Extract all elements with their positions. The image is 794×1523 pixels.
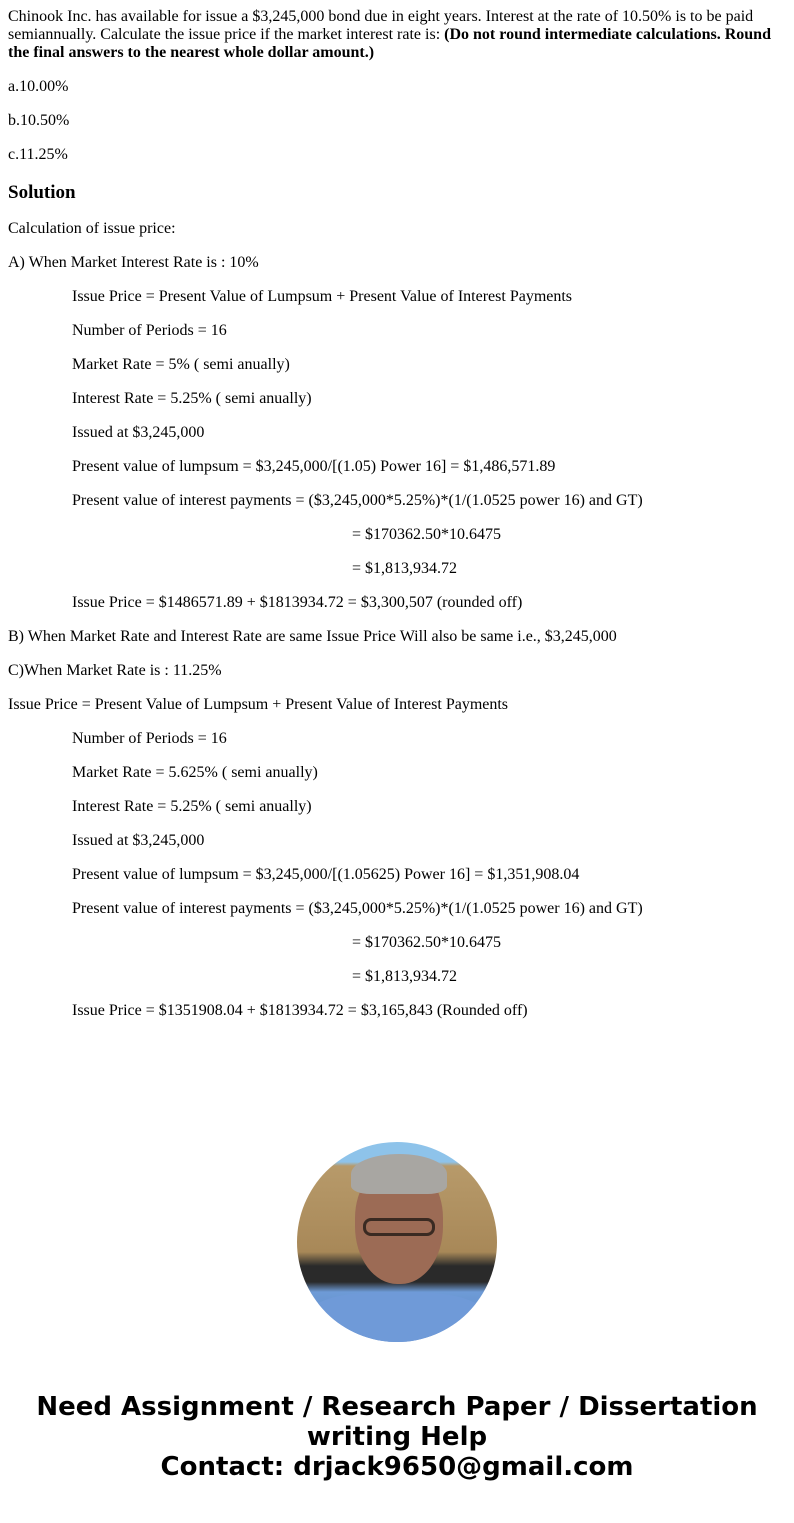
solution-line: = $1,813,934.72 bbox=[352, 560, 458, 577]
solution-line: C)When Market Rate is : 11.25% bbox=[8, 662, 222, 679]
solution-line: Interest Rate = 5.25% ( semi anually) bbox=[72, 390, 312, 407]
solution-line: = $1,813,934.72 bbox=[352, 968, 458, 985]
solution-line: Number of Periods = 16 bbox=[72, 730, 227, 747]
option-b: b.10.50% bbox=[8, 112, 70, 129]
solution-line: Present value of interest payments = ($3,245,000*5.25%)*(1/(1.0525 power 16) and GT) bbox=[72, 492, 643, 509]
solution-line: Issued at $3,245,000 bbox=[72, 832, 205, 849]
avatar-container bbox=[8, 1142, 786, 1342]
solution-line: = $170362.50*10.6475 bbox=[352, 934, 502, 951]
avatar-shirt bbox=[307, 1292, 487, 1342]
solution-line: Issue Price = Present Value of Lumpsum + Present Value of Interest Payments bbox=[72, 288, 573, 305]
solution-line: Present value of lumpsum = $3,245,000/[(1.05625) Power 16] = $1,351,908.04 bbox=[72, 866, 580, 883]
solution-line: Number of Periods = 16 bbox=[72, 322, 227, 339]
contact-footer bbox=[8, 1392, 786, 1482]
solution-line: Market Rate = 5.625% ( semi anually) bbox=[72, 764, 318, 781]
question-instructions: (Do not round intermediate calculations. Round the final answers to the nearest whole dollar amount.) bbox=[8, 26, 771, 61]
solution-line: Present value of interest payments = ($3,245,000*5.25%)*(1/(1.0525 power 16) and GT) bbox=[72, 900, 643, 917]
solution-line: A) When Market Interest Rate is : 10% bbox=[8, 254, 259, 271]
question-body: Chinook Inc. has available for issue a $3,245,000 bond due in eight years. Interest at the rate of 10.50% is to be paid semiannually. Calculate the issue price if the market interest rate is: bbox=[8, 8, 754, 43]
avatar-glasses bbox=[363, 1218, 435, 1236]
option-c: c.11.25% bbox=[8, 146, 68, 163]
solution-line: Issue Price = Present Value of Lumpsum + Present Value of Interest Payments bbox=[8, 696, 509, 713]
avatar bbox=[297, 1142, 497, 1342]
solution-heading: Solution bbox=[8, 182, 76, 203]
solution-line: Issue Price = $1486571.89 + $1813934.72 = $3,300,507 (rounded off) bbox=[72, 594, 523, 611]
solution-line: Issued at $3,245,000 bbox=[72, 424, 205, 441]
solution-line: Calculation of issue price: bbox=[8, 220, 176, 237]
solution-line: Present value of lumpsum = $3,245,000/[(1.05) Power 16] = $1,486,571.89 bbox=[72, 458, 556, 475]
option-a: a.10.00% bbox=[8, 78, 69, 95]
footer-tagline: Need Assignment / Research Paper / Dissertation writing Help bbox=[36, 1392, 758, 1452]
avatar-hair bbox=[351, 1154, 447, 1194]
solution-line: Issue Price = $1351908.04 + $1813934.72 = $3,165,843 (Rounded off) bbox=[72, 1002, 528, 1019]
solution-line: B) When Market Rate and Interest Rate are same Issue Price Will also be same i.e., $3,245,000 bbox=[8, 628, 617, 645]
solution-line: Market Rate = 5% ( semi anually) bbox=[72, 356, 290, 373]
solution-line: = $170362.50*10.6475 bbox=[352, 526, 502, 543]
footer-contact: Contact: drjack9650@gmail.com bbox=[160, 1452, 634, 1482]
question-text bbox=[8, 8, 786, 62]
solution-line: Interest Rate = 5.25% ( semi anually) bbox=[72, 798, 312, 815]
